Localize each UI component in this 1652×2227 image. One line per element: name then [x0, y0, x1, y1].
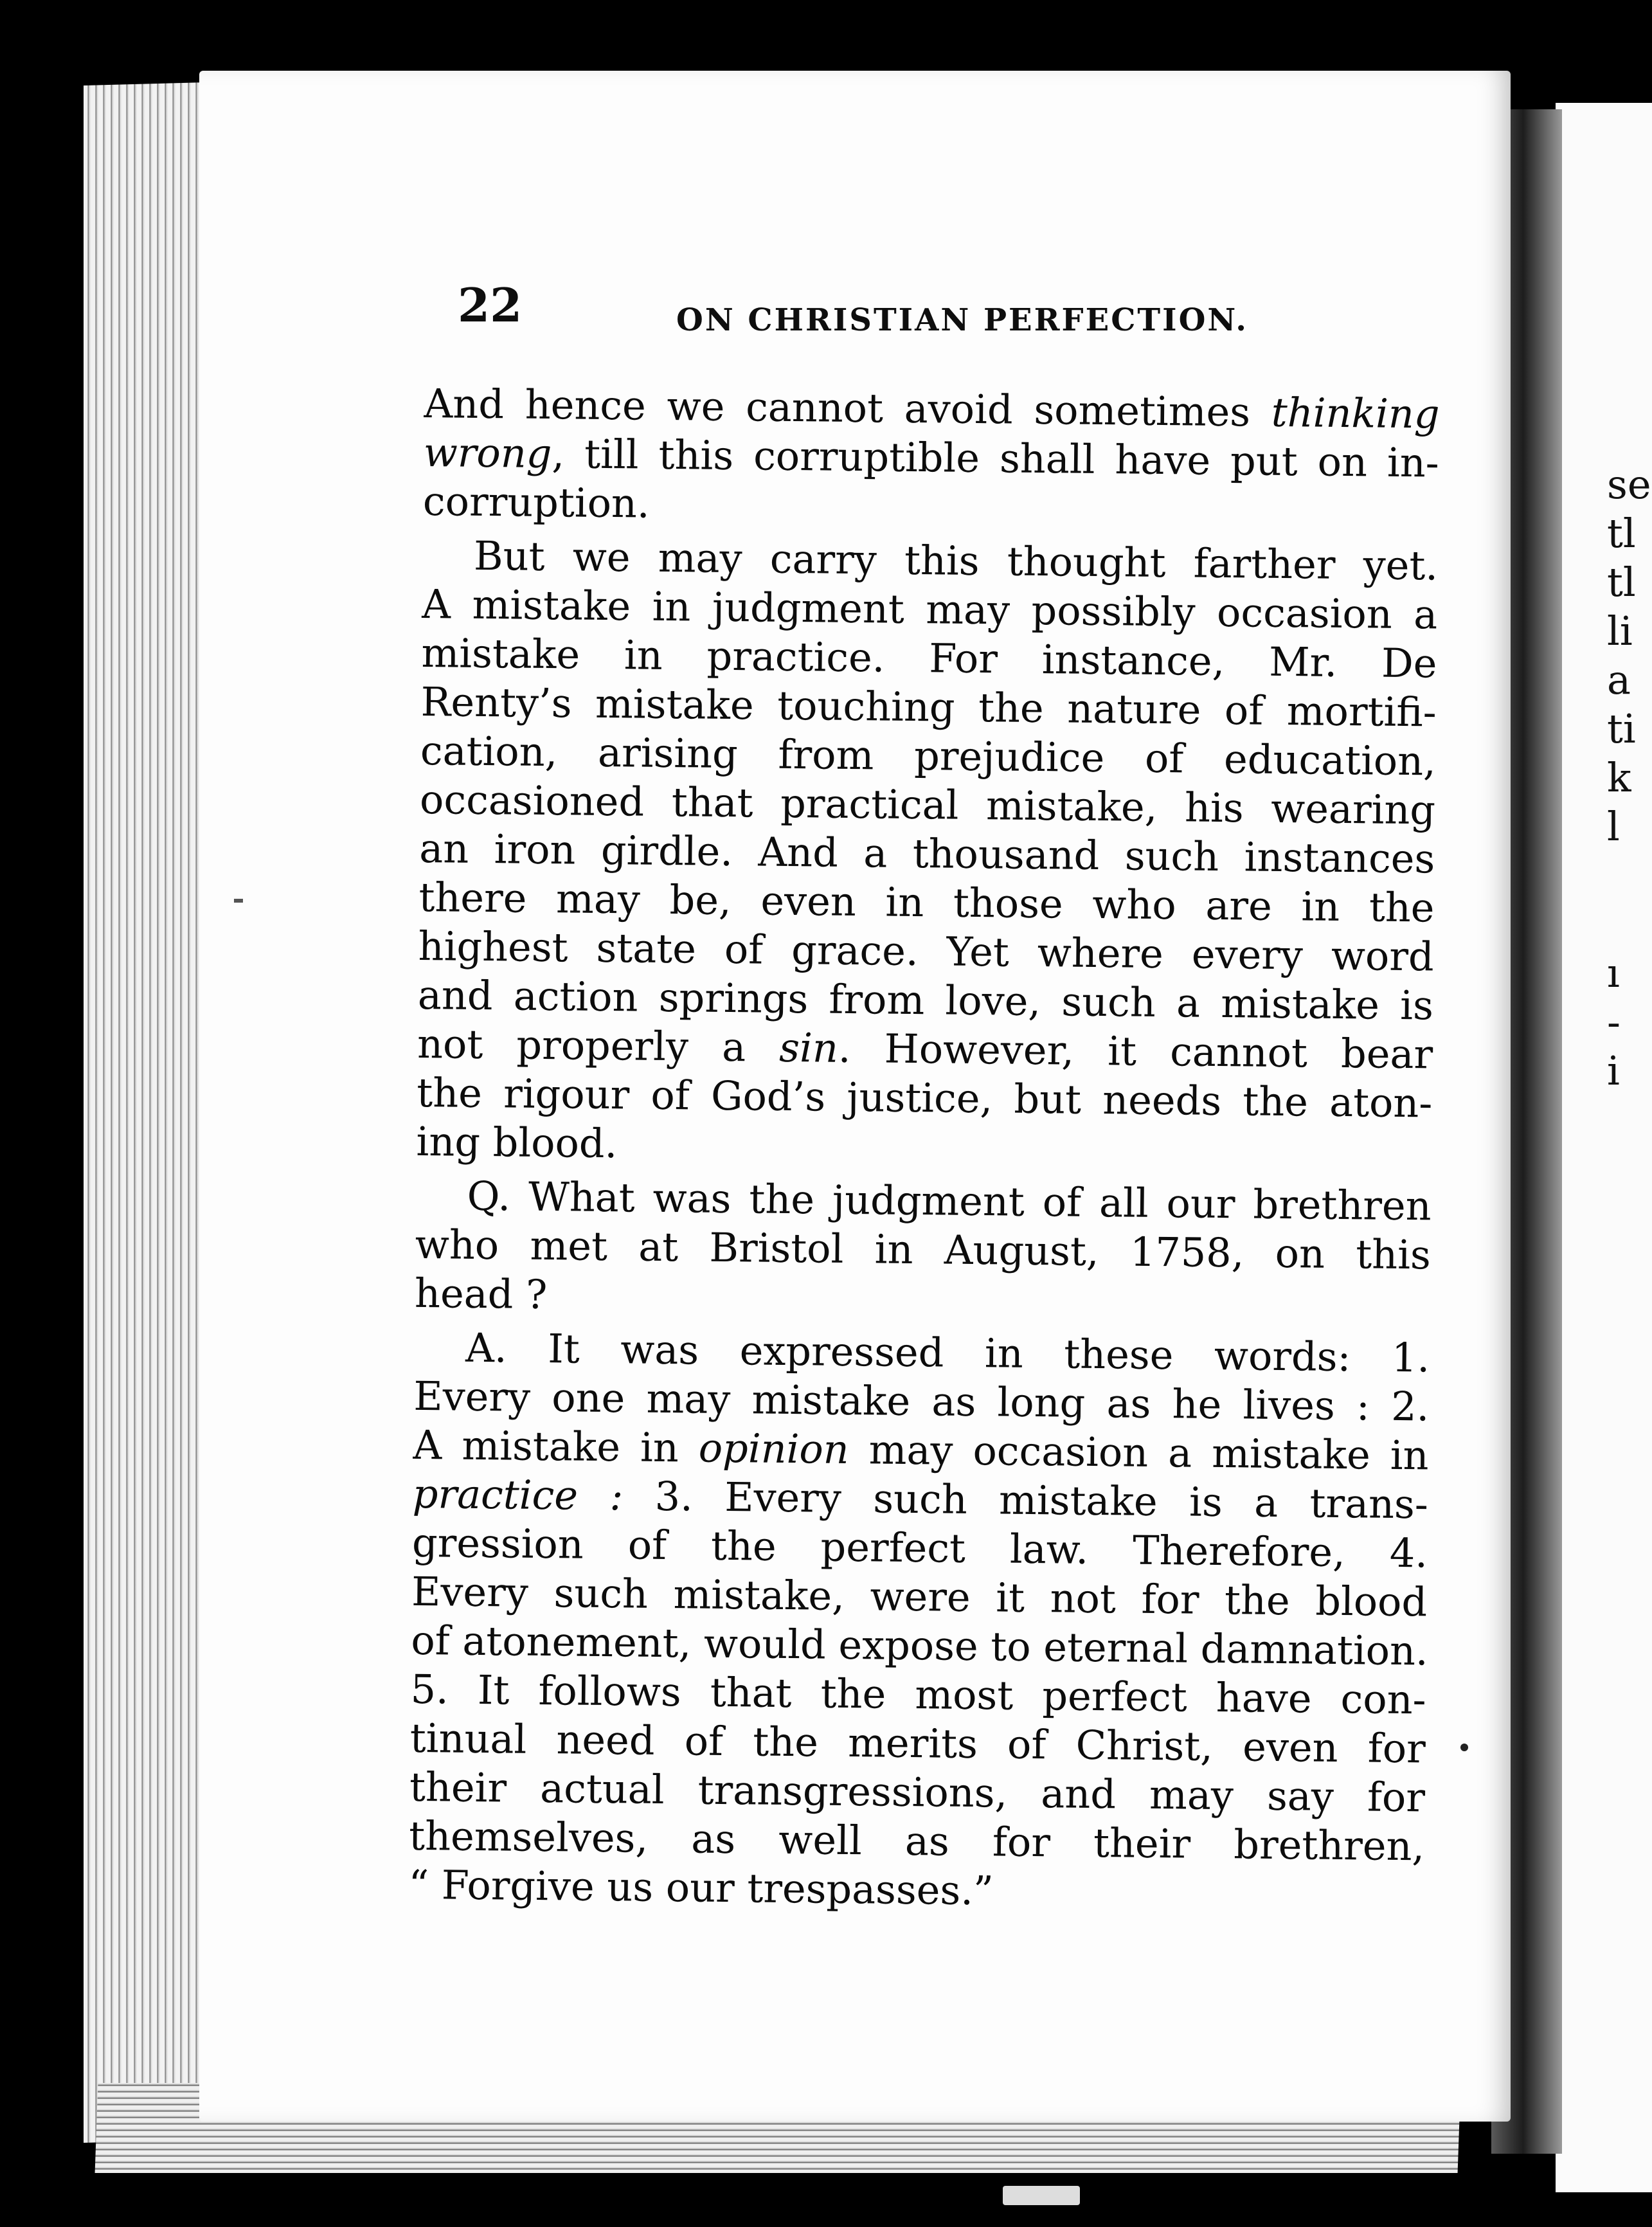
text-line: A. It was expressed in these words: 1. [465, 1324, 1430, 1382]
facing-fragment: ti [1607, 705, 1636, 752]
text-line: tinual need of the merits of Christ, even for [409, 1714, 1426, 1772]
facing-fragment: ı [1607, 950, 1620, 996]
margin-mark [234, 899, 243, 903]
binding-tab [1003, 2186, 1080, 2205]
facing-fragment: - [1607, 998, 1621, 1045]
facing-fragment [1607, 851, 1651, 900]
text-line: mistake in practice. For instance, Mr. De [421, 629, 1437, 687]
text-line: an iron girdle. And a thousand such instances [418, 824, 1435, 883]
text-line: wrong, till this corruptible shall have put on in- [423, 428, 1440, 487]
text-line: cation, arising from prejudice of education, [420, 726, 1437, 785]
text-line: Every such mistake, were it not for the blood [411, 1567, 1428, 1626]
text-line: their actual transgressions, and may say for [409, 1763, 1426, 1821]
ink-speck [1460, 1744, 1468, 1751]
facing-fragment [1607, 900, 1651, 949]
text-line: there may be, even in those who are in the [418, 873, 1435, 932]
text-line: head ? [414, 1269, 548, 1319]
facing-fragment: tl [1607, 510, 1636, 557]
text-line: themselves, as well as for their brethren, [408, 1812, 1425, 1870]
page-number: 22 [458, 278, 523, 332]
text-line: A mistake in judgment may possibly occasion a [421, 580, 1438, 638]
text-line: Renty’s mistake touching the nature of mortifi- [420, 678, 1437, 736]
text-line: 5. It follows that the most perfect have con- [410, 1665, 1426, 1724]
paragraph-question [415, 1171, 1432, 1329]
text-line: the rigour of God’s justice, but needs the aton- [416, 1068, 1433, 1127]
paragraph-2 [416, 531, 1438, 1177]
facing-fragment: se [1607, 461, 1651, 508]
text-line: who met at Bristol in August, 1758, on this [415, 1220, 1432, 1279]
text-line: highest state of grace. Yet where every word [418, 922, 1435, 980]
text-line: “ Forgive us our trespasses.” [408, 1861, 994, 1915]
running-head: ON CHRISTIAN PERFECTION. [676, 302, 1248, 338]
facing-fragment: k [1607, 754, 1631, 801]
text-line: of atonement, would expose to eternal damnation. [411, 1616, 1429, 1675]
text-line: occasioned that practical mistake, his wearing [419, 775, 1436, 834]
text-line: A mistake in opinion may occasion a mistake in [413, 1421, 1429, 1479]
paragraph-1 [423, 379, 1440, 537]
facing-fragment: li [1607, 608, 1633, 654]
text-line: not properly a sin. However, it cannot bear [417, 1020, 1433, 1078]
text-line: And hence we cannot avoid sometimes thinking [424, 379, 1440, 438]
text-line: corruption. [422, 477, 651, 527]
facing-page-text [1607, 460, 1651, 1095]
facing-fragment: i [1607, 1047, 1620, 1094]
text-line: Q. What was the judgment of all our brethren [467, 1172, 1432, 1230]
text-line: Every one may mistake as long as he lives : 2. [413, 1372, 1430, 1430]
text-line: and action springs from love, such a mistake is [417, 971, 1434, 1029]
facing-fragment: a [1607, 656, 1631, 703]
facing-fragment: tl [1607, 559, 1636, 606]
body-text [408, 379, 1440, 1925]
text-line: But we may carry this thought farther yet. [473, 532, 1439, 590]
facing-fragment: l [1607, 803, 1620, 850]
facing-page [1556, 103, 1652, 2192]
paragraph-answer [408, 1323, 1430, 1920]
text-line: ing blood. [416, 1117, 618, 1168]
text-line: gression of the perfect law. Therefore, 4. [411, 1519, 1428, 1577]
text-line: practice : 3. Every such mistake is a trans- [412, 1470, 1429, 1528]
